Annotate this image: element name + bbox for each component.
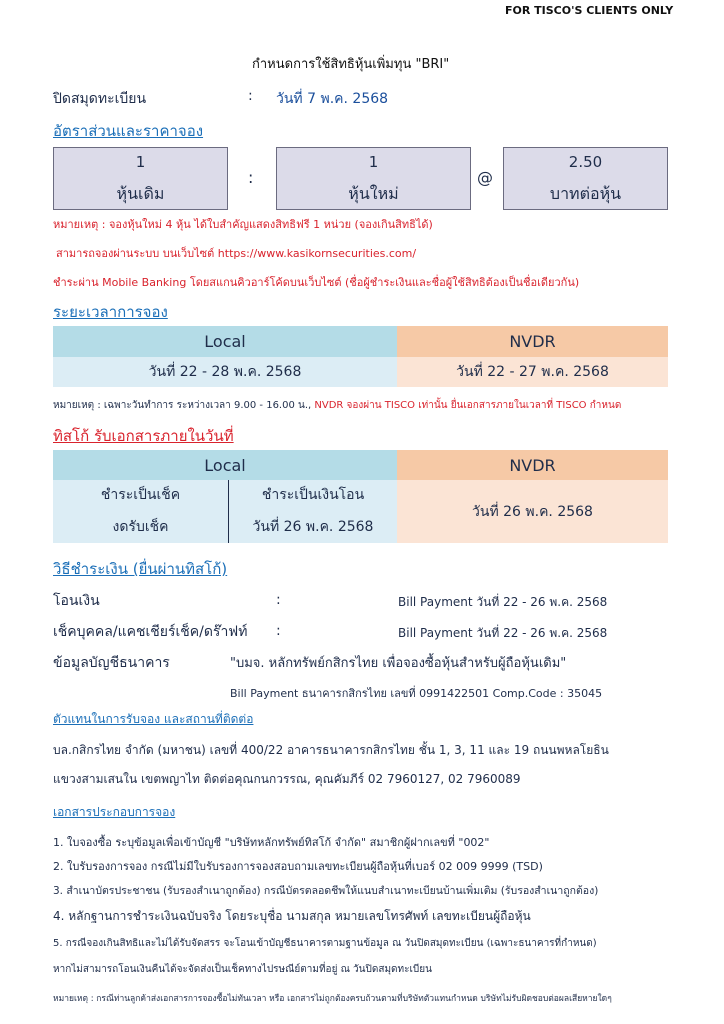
footer-note: หมายเหตุ : กรณีท่านลูกค้าส่งเอกสารการจองซื้อไม่ทันเวลา หรือ เอกสารไม่ถูกต้องครบถ้วนตามที่บริษัทตัวแทนกำหนด บริษัทไม่รับผิดชอบต่อผลเสียหายใดๆ [53, 994, 612, 1004]
doc-item-1: 1. ใบจองซื้อ ระบุข้อมูลเพื่อเข้าบัญชี "บริษัทหลักทรัพย์ทิสโก้ จำกัด" สมาชิกผู้ฝากเลขที่ "002" [53, 836, 490, 849]
doc-item-5-cont: หากไม่สามารถโอนเงินคืนได้จะจัดส่งเป็นเช็คทางไปรษณีย์ตามที่อยู่ ณ วันปิดสมุดทะเบียน [53, 964, 432, 975]
tisco-nvdr-header: NVDR [397, 450, 668, 480]
payment-heading: วิธีชำระเงิน (ยื่นผ่านทิสโก้) [53, 560, 228, 578]
period-nvdr-date: วันที่ 22 - 27 พ.ค. 2568 [397, 357, 668, 387]
bank-account-name: "บมจ. หลักทรัพย์กสิกรไทย เพื่อจองซื้อหุ้นสำหรับผู้ถือหุ้นเดิม" [230, 656, 567, 671]
payment-transfer-colon: : [276, 592, 281, 608]
period-local-header: Local [53, 326, 397, 357]
doc-item-4: 4. หลักฐานการชำระเงินฉบับจริง โดยระบุชื่อ นามสกุล หมายเลขโทรศัพท์ เลขทะเบียนผู้ถือหุ้น [53, 909, 531, 923]
new-shares-number: 1 [368, 153, 379, 171]
period-note [53, 398, 621, 413]
page-title: กำหนดการใช้สิทธิหุ้นเพิ่มทุน "BRI" [252, 57, 450, 72]
tisco-heading: ทิสโก้ รับเอกสารภายในวันที่ [53, 427, 234, 445]
agent-address-line-2: แขวงสามเสนใน เขตพญาไท ติดต่อคุณกนกวรรณ, คุณคัมภีร์ 02 7960127, 02 7960089 [53, 772, 521, 786]
cheque-value: งดรับเช็ค [112, 519, 169, 535]
old-shares-unit: หุ้นเดิม [116, 184, 165, 203]
transfer-title: ชำระเป็นเงินโอน [261, 487, 365, 503]
period-note-nvdr: NVDR จองผ่าน TISCO เท่านั้น ยื่นเอกสารภายในเวลาที่ TISCO กำหนด [314, 400, 622, 411]
period-nvdr-header: NVDR [397, 326, 668, 357]
doc-item-3: 3. สำเนาบัตรประชาชน (รับรองสำเนาถูกต้อง) กรณีบัตรตลอดชีพให้แนบสำเนาทะเบียนบ้านเพิ่มเติม (รับรองสำเนาถูกต้อง) [53, 885, 599, 897]
doc-item-5: 5. กรณีจองเกินสิทธิและไม่ได้รับจัดสรร จะโอนเข้าบัญชีธนาคารตามฐานข้อมูล ณ วันปิดสมุดทะเบียน (เฉพาะธนาคารที่กำหนด) [53, 938, 597, 949]
docs-heading: เอกสารประกอบการจอง [53, 805, 176, 819]
bank-info-label: ข้อมูลบัญชีธนาคาร [53, 655, 170, 671]
ratio-note-1: หมายเหตุ : จองหุ้นใหม่ 4 หุ้น ได้ใบสำคัญแสดงสิทธิฟรี 1 หน่วย (จองเกินสิทธิได้) [53, 218, 433, 231]
price-unit: บาทต่อหุ้น [549, 184, 622, 203]
clients-only-label: FOR TISCO'S CLIENTS ONLY [505, 4, 674, 17]
new-shares-box [276, 147, 471, 210]
payment-cheque-label: เช็คบุคคล/แคชเชียร์เช็ค/ดร๊าฟท์ [53, 624, 248, 640]
ratio-note-3: ชำระผ่าน Mobile Banking โดยสแกนคิวอาร์โค้ดบนเว็บไซต์ (ชื่อผู้ชำระเงินและชื่อผู้ใช้สิทธิต้องเป็นชื่อเดียวกัน) [53, 276, 580, 289]
payment-cheque-value: Bill Payment วันที่ 22 - 26 พ.ค. 2568 [398, 626, 608, 640]
period-local-date: วันที่ 22 - 28 พ.ค. 2568 [53, 357, 397, 387]
ratio-note-2: สามารถจองผ่านระบบ บนเว็บไซต์ https://www.kasikornsecurities.com/ [56, 247, 417, 260]
new-shares-unit: หุ้นใหม่ [348, 184, 399, 203]
book-close-colon: : [248, 88, 253, 104]
payment-cheque-colon: : [276, 623, 281, 639]
payment-transfer-value: Bill Payment วันที่ 22 - 26 พ.ค. 2568 [398, 595, 608, 609]
bank-account-detail: Bill Payment ธนาคารกสิกรไทย เลขที่ 0991422501 Comp.Code : 35045 [230, 687, 603, 700]
period-heading: ระยะเวลาการจอง [53, 303, 168, 321]
payment-transfer-label: โอนเงิน [53, 593, 100, 609]
book-close-date: วันที่ 7 พ.ค. 2568 [276, 91, 389, 107]
tisco-local-header: Local [53, 450, 397, 480]
agent-address-line-1: บล.กสิกรไทย จำกัด (มหาชน) เลขที่ 400/22 อาคารธนาคารกสิกรไทย ชั้น 1, 3, 11 และ 19 ถนนพหลโยธิน [53, 743, 609, 757]
cheque-title: ชำระเป็นเช็ค [100, 487, 181, 503]
old-shares-number: 1 [135, 153, 146, 171]
agent-heading: ตัวแทนในการรับจอง และสถานที่ติดต่อ [53, 712, 254, 726]
transfer-value: วันที่ 26 พ.ค. 2568 [252, 519, 374, 535]
old-shares-box [53, 147, 228, 210]
price-number: 2.50 [568, 153, 603, 171]
book-close-label: ปิดสมุดทะเบียน [53, 91, 147, 107]
at-symbol: @ [477, 168, 493, 187]
tisco-nvdr-date: วันที่ 26 พ.ค. 2568 [397, 480, 668, 543]
ratio-colon: : [248, 168, 254, 187]
ratio-heading: อัตราส่วนและราคาจอง [53, 122, 204, 140]
doc-item-2: 2. ใบรับรองการจอง กรณีไม่มีใบรับรองการจองสอบถามเลขทะเบียนผู้ถือหุ้นที่เบอร์ 02 009 9999 (TSD) [53, 860, 543, 873]
price-box [503, 147, 668, 210]
period-note-prefix: หมายเหตุ : เฉพาะวันทำการ ระหว่างเวลา 9.00 - 16.00 น., [53, 400, 315, 411]
